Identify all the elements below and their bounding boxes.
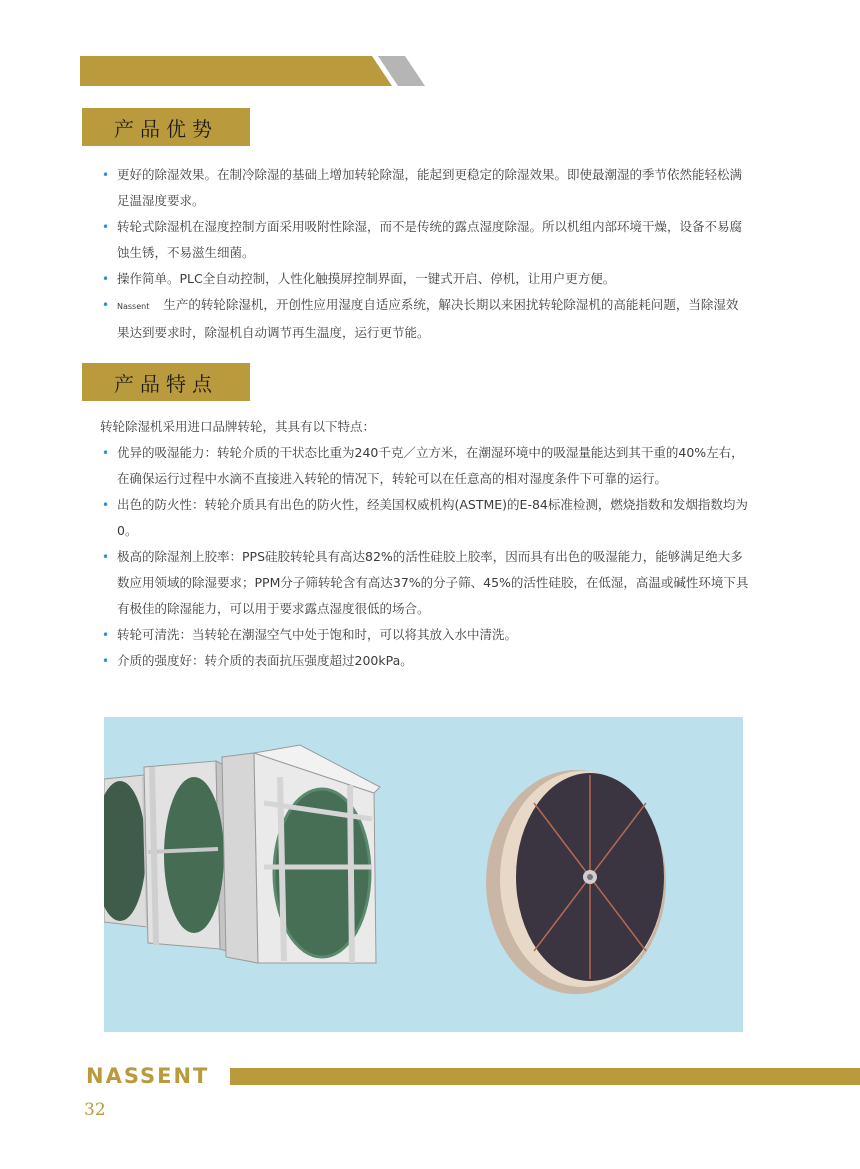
bullet-dot-icon: • bbox=[102, 298, 110, 312]
dehumidifier-unit-middle bbox=[144, 761, 232, 953]
rotor-wheel bbox=[486, 770, 666, 994]
bullet-dot-icon: • bbox=[102, 628, 110, 642]
bullet-dot-icon: • bbox=[102, 446, 110, 460]
inline-brand-name: Nassent bbox=[117, 302, 150, 311]
features-intro: 转轮除湿机采用进口品牌转轮，其具有以下特点： bbox=[100, 419, 376, 434]
advantages-list bbox=[100, 162, 750, 346]
list-item: • 出色的防火性：转轮介质具有出色的防火性，经美国权威机构(ASTME)的E-84标准检测，燃烧指数和发烟指数均为0。 bbox=[100, 492, 750, 544]
list-item: • 转轮式除湿机在湿度控制方面采用吸附性除湿，而不是传统的露点湿度除湿。所以机组内部环境干燥，设备不易腐蚀生锈，不易滋生细菌。 bbox=[100, 214, 750, 266]
list-item: • 介质的强度好：转介质的表面抗压强度超过200kPa。 bbox=[100, 648, 750, 674]
list-item: • 更好的除湿效果。在制冷除湿的基础上增加转轮除湿，能起到更稳定的除湿效果。即使最潮湿的季节依然能轻松满足温湿度要求。 bbox=[100, 162, 750, 214]
section-title-advantages: 产品优势 bbox=[82, 108, 250, 146]
bullet-dot-icon: • bbox=[102, 654, 110, 668]
list-item: • 优异的吸湿能力：转轮介质的干状态比重为240千克／立方米，在潮湿环境中的吸湿量能达到其干重的40%左右，在确保运行过程中水滴不直接进入转轮的情况下，转轮可以在任意高的相对湿度条件下可靠的运行。 bbox=[100, 440, 750, 492]
footer-rule bbox=[230, 1068, 860, 1085]
bullet-dot-icon: • bbox=[102, 498, 110, 512]
page-number: 32 bbox=[84, 1100, 106, 1120]
bullet-dot-icon: • bbox=[102, 272, 110, 286]
list-item: • 操作简单。PLC全自动控制，人性化触摸屏控制界面，一键式开启、停机，让用户更方便。 bbox=[100, 266, 750, 292]
bullet-dot-icon: • bbox=[102, 550, 110, 564]
features-list bbox=[100, 440, 750, 674]
header-decoration-bar bbox=[80, 56, 425, 86]
footer-brand: NASSENT bbox=[86, 1064, 210, 1088]
bullet-dot-icon: • bbox=[102, 220, 110, 234]
bullet-dot-icon: • bbox=[102, 168, 110, 182]
list-item: • Nassent 生产的转轮除湿机，开创性应用湿度自适应系统，解决长期以来困扰转轮除湿机的高能耗问题，当除湿效果达到要求时，除湿机自动调节再生温度，运行更节能。 bbox=[100, 292, 750, 346]
list-item: • 极高的除湿剂上胶率：PPS硅胶转轮具有高达82%的活性硅胶上胶率，因而具有出色的吸湿能力，能够满足绝大多数应用领域的除湿要求；PPM分子筛转轮含有高达37%的分子筛、45%的活性硅胶，在低湿，高温或碱性环境下具有极佳的除湿能力，可以用于要求露点湿度很低的场合。 bbox=[100, 544, 750, 622]
dehumidifier-unit-front bbox=[222, 745, 380, 963]
section-title-features: 产品特点 bbox=[82, 363, 250, 401]
product-photo bbox=[104, 717, 743, 1032]
list-item: • 转轮可清洗：当转轮在潮湿空气中处于饱和时，可以将其放入水中清洗。 bbox=[100, 622, 750, 648]
